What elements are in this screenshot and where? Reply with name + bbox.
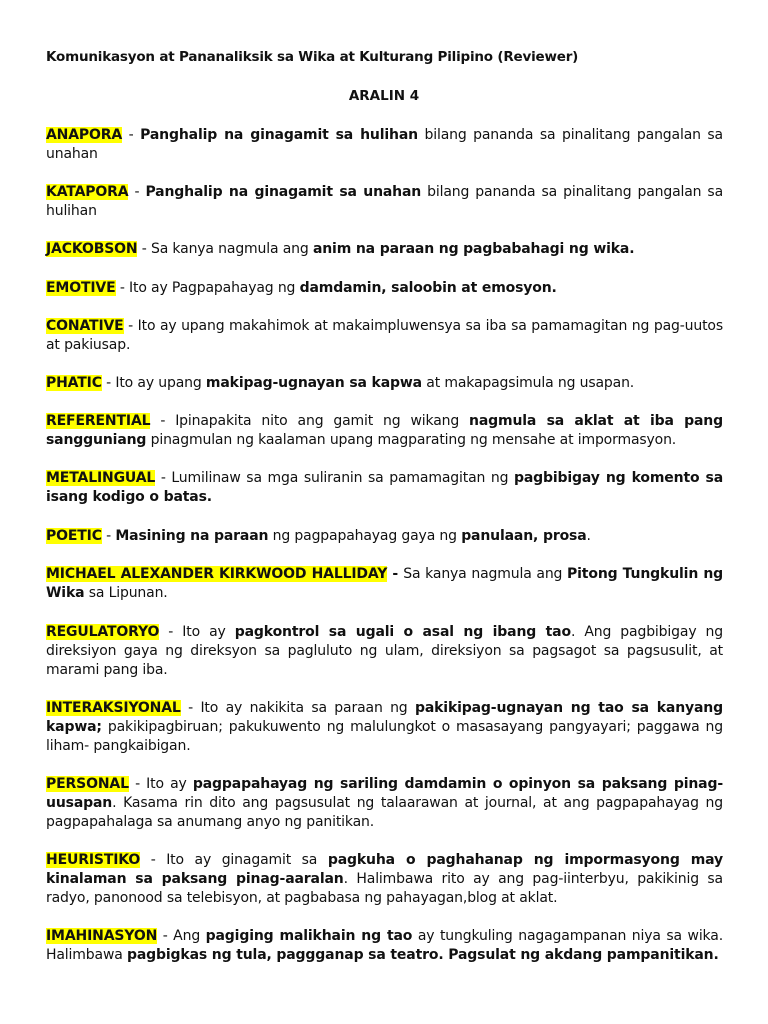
definition-emphasis: makipag-ugnayan sa kapwa [205, 375, 422, 391]
lesson-heading: ARALIN 4 [348, 88, 420, 104]
definition-emphasis: panulaan, prosa [461, 528, 587, 544]
entry-interaksiyonal [46, 699, 723, 756]
entry-regulatoryo [46, 623, 723, 680]
definition-text: - Sa kanya nagmula ang [137, 241, 313, 257]
definition-text: - Ito ay nakikita sa paraan ng [180, 700, 415, 716]
term-label: REFERENTIAL [46, 413, 151, 429]
definition-emphasis: Masining na paraan [115, 528, 269, 544]
definition-text: - Ito ay [159, 624, 235, 640]
definition-text: - Ito ay [128, 776, 193, 792]
definition-text: - [128, 184, 146, 200]
definition-emphasis: anim na paraan ng pagbabahagi ng wika. [312, 241, 635, 257]
term-label: IMAHINASYON [46, 928, 158, 944]
entry-jackobson [46, 240, 723, 259]
definition-text: . Halimbawa rito ay ang pag-iinterbyu, pakikinig sa radyo, panonood sa telebisyon, at pagbabasa ng pahayagan,blog at aklat. [46, 871, 723, 906]
term-label: INTERAKSIYONAL [46, 700, 181, 716]
entry-personal [46, 775, 723, 832]
definition-text: bilang pananda sa pinalitang pangalan sa hulihan [46, 184, 723, 219]
term-label: PHATIC [46, 375, 102, 391]
definition-text: pinagmulan ng kaalaman upang magparating ng mensahe at impormasyon. [146, 432, 677, 448]
entry-poetic [46, 527, 723, 546]
definition-text: . Kasama rin dito ang pagsusulat ng talaarawan at journal, at ang pagpapahayag ng pagpapahalaga sa anumang anyo ng panitikan. [46, 795, 723, 830]
term-label: HEURISTIKO [46, 852, 141, 868]
definition-emphasis: pagpapahayag ng sariling damdamin o opinyon sa paksang pinag-uusapan [46, 776, 723, 811]
term-label: POETIC [46, 528, 102, 544]
term-label: MICHAEL ALEXANDER KIRKWOOD HALLIDAY [46, 566, 388, 582]
definition-emphasis: pagkuha o paghahanap ng impormasyong may kinalaman sa paksang pinag-aaralan [46, 852, 723, 887]
term-label: METALINGUAL [46, 470, 156, 486]
definition-text: - Ipinapakita nito ang gamit ng wikang [150, 413, 470, 429]
entry-heuristiko [46, 851, 723, 908]
term-label: ANAPORA [46, 127, 123, 143]
term-label: REGULATORYO [46, 624, 160, 640]
definition-emphasis: pagiging malikhain ng tao [205, 928, 413, 944]
definition-emphasis: Panghalip na ginagamit sa unahan [145, 184, 422, 200]
definition-text: - Ito ay Pagpapahayag ng [115, 280, 300, 296]
definition-text: at makapagsimula ng usapan. [421, 375, 635, 391]
term-label: KATAPORA [46, 184, 129, 200]
entry-phatic [46, 374, 723, 393]
definition-emphasis: damdamin, saloobin at emosyon. [299, 280, 557, 296]
definition-text: bilang pananda sa pinalitang pangalan sa unahan [46, 127, 723, 162]
definition-text: - Ito ay upang makahimok at makaimpluwensya sa iba sa pamamagitan ng pag-uutos at pakiusap. [46, 318, 723, 353]
definition-text: . Ang pagbibigay ng direksiyon gaya ng direksyon sa pagluluto ng ulam, direksiyon sa pagsagot sa pagsusulit, at marami pang iba. [46, 624, 723, 678]
entry-katapora [46, 183, 723, 221]
definition-text: - [122, 127, 141, 143]
definition-text: - Ang [157, 928, 206, 944]
document-title: Komunikasyon at Pananaliksik sa Wika at Kulturang Pilipino (Reviewer) [46, 49, 579, 65]
definition-emphasis: pagbibigay ng komento sa isang kodigo o batas. [46, 470, 723, 505]
definition-text: ay tungkuling nagagampanan niya sa wika. Halimbawa [46, 928, 723, 963]
definition-text: - Ito ay ginagamit sa [140, 852, 328, 868]
definition-emphasis: pagkontrol sa ugali o asal ng ibang tao [234, 624, 571, 640]
definition-text: pakikipagbiruan; pakukuwento ng malulungkot o masasayang pangyayari; paggawa ng liham- pangkaibigan. [46, 719, 723, 754]
definition-emphasis: Panghalip na ginagamit sa hulihan [140, 127, 418, 143]
definition-text: - Ito ay upang [101, 375, 206, 391]
entry-anapora [46, 126, 723, 164]
definition-text: . [586, 528, 591, 544]
definition-emphasis: nagmula sa aklat at iba pang sangguniang [46, 413, 723, 448]
term-label: JACKOBSON [46, 241, 138, 257]
entry-conative [46, 317, 723, 355]
entry-michael-alexander-kirkwood-halliday [46, 565, 723, 603]
term-label: CONATIVE [46, 318, 124, 334]
definition-text: ng pagpapahayag gaya ng [268, 528, 462, 544]
definition-text: sa Lipunan. [84, 585, 168, 601]
definition-emphasis: - [387, 566, 404, 582]
entry-emotive [46, 279, 723, 298]
definition-text: - [101, 528, 116, 544]
definition-emphasis: pagbigkas ng tula, paggganap sa teatro. Pagsulat ng akdang pampanitikan. [126, 947, 719, 963]
term-label: PERSONAL [46, 776, 129, 792]
term-label: EMOTIVE [46, 280, 116, 296]
definition-emphasis: pakikipag-ugnayan ng tao sa kanyang kapwa; [46, 700, 723, 735]
definition-text: Sa kanya nagmula ang [403, 566, 568, 582]
definition-emphasis: Pitong Tungkulin ng Wika [46, 566, 724, 601]
entry-referential [46, 412, 723, 450]
entry-imahinasyon [46, 927, 723, 965]
definition-text: - Lumilinaw sa mga suliranin sa pamamagitan ng [155, 470, 514, 486]
entry-metalingual [46, 469, 723, 507]
